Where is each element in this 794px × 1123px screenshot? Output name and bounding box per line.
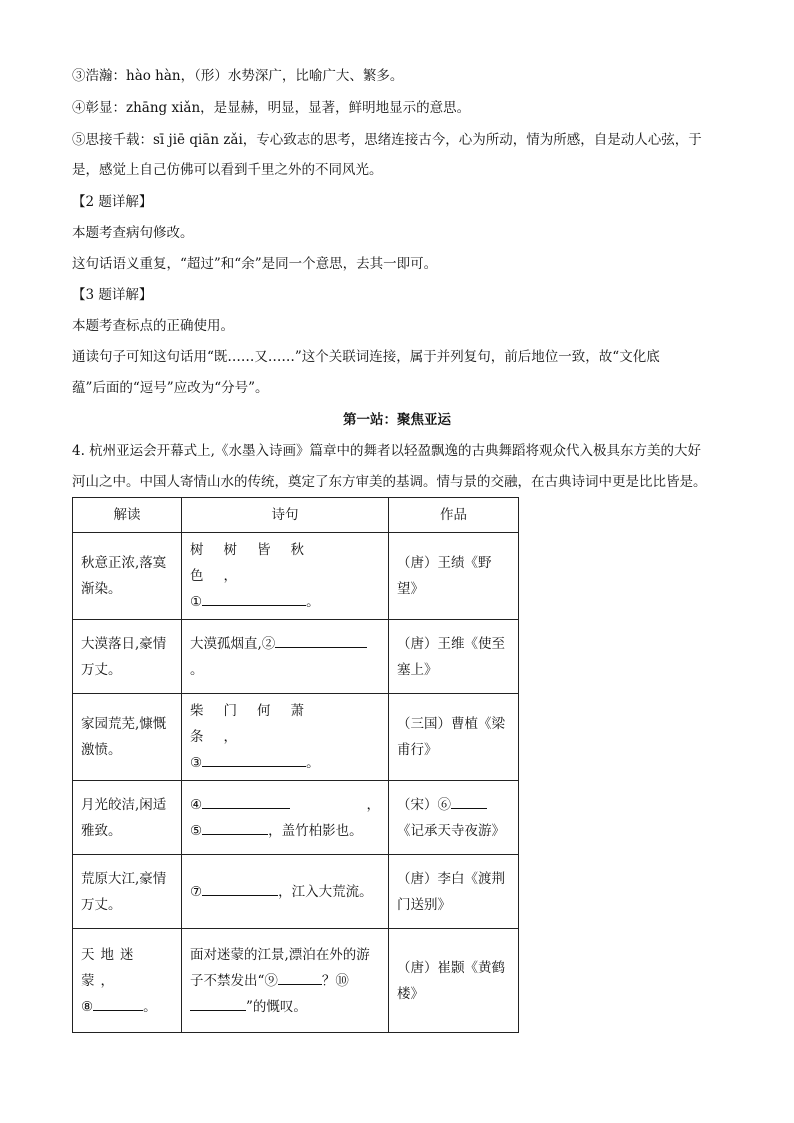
q3-heading: 【3 题详解】 [72,287,153,303]
work-cell: （唐）王维《使至塞上》 [389,620,519,694]
table-row [73,929,519,1033]
interpretation-cell: 月光皎洁,闲适雅致。 [73,781,182,855]
verse-end: 。 [190,661,204,678]
fill-blank[interactable] [202,794,290,809]
blank-marker: ⑦ [190,883,203,900]
interpretation-cell: 秋意正浓,落寞渐染。 [73,533,182,620]
header-work: 作品 [389,498,519,533]
fill-blank[interactable] [451,794,487,809]
interpretation-cell [73,929,182,1033]
fill-blank[interactable] [202,820,268,835]
table-row [73,533,519,620]
blank-marker: ② [261,635,276,652]
verse-text: 树树皆秋色， [190,542,324,584]
note-5-line2: 是，感觉上自己仿佛可以看到千里之外的不同风光。 [72,162,383,178]
fill-blank[interactable] [202,591,306,606]
verse-end: ”的慨叹。 [246,998,307,1015]
verse-end: 。 [306,594,320,610]
blank-marker: ⑩ [335,972,349,989]
work-cell: （唐）王绩《野望》 [389,533,519,620]
table-header-row [73,498,519,533]
fill-blank[interactable] [190,996,246,1011]
q2-paragraph-2: 这句话语义重复，“超过”和“余”是同一个意思，去其一即可。 [72,256,438,272]
verse-cell [182,929,389,1033]
verse-end: ，盖竹柏影也。 [268,822,363,839]
fill-blank[interactable] [202,881,278,896]
verse-text: 面对迷蒙的江景,漂泊在外的游子不禁发出“ [190,946,370,989]
header-interpretation: 解读 [73,498,182,533]
fill-blank[interactable] [275,633,367,648]
blank-marker: ⑥ [437,796,451,813]
interpretation-cell: 家园荒芜,慷慨激愤。 [73,694,182,781]
interpretation-cell: 大漠落日,豪情万丈。 [73,620,182,694]
work-title: 《记承天寺夜游》 [397,822,505,839]
blank-marker: ⑧ [81,998,94,1015]
blank-marker: ⑤ [190,822,203,839]
work-cell: （三国）曹植《梁甫行》 [389,694,519,781]
table-row [73,855,519,929]
q4-line1: 4. 杭州亚运会开幕式上,《水墨入诗画》篇章中的舞者以轻盈飘逸的古典舞蹈将观众代入极具东方美的大好 [72,443,701,459]
blank-marker: ① [190,594,203,610]
work-dynasty: （宋） [397,796,438,813]
note-5-line1: ⑤思接千载：sī jiē qiān zǎi，专心致志的思考，思绪连接古今，心为所动，情为所感，自是动人心弦，于 [72,132,702,148]
section-title: 第一站：聚焦亚运 [343,412,451,428]
q2-paragraph-1: 本题考查病句修改。 [72,225,194,241]
work-cell: （唐）崔颢《黄鹤楼》 [389,929,519,1033]
fill-blank[interactable] [202,752,306,767]
interpretation-cell: 荒原大江,豪情万丈。 [73,855,182,929]
verse-end: 。 [306,755,320,771]
work-cell: （唐）李白《渡荆门送别》 [389,855,519,929]
verse-cell [182,781,389,855]
table-row [73,781,519,855]
fill-blank[interactable] [278,970,322,985]
verse-text: 柴门何萧条， [190,703,324,745]
verse-cell [182,855,389,929]
table-row [73,694,519,781]
header-verse: 诗句 [182,498,389,533]
blank-marker: ③ [190,755,203,771]
q4-line2: 河山之中。中国人寄情山水的传统，奠定了东方审美的基调。情与景的交融，在古典诗词中更是比比皆是。 [72,474,707,490]
interpretation-text: 天地迷蒙， [81,946,140,989]
verse-separator: ， [366,796,380,813]
verse-cell [182,620,389,694]
work-cell [389,781,519,855]
verse-cell [182,533,389,620]
interpretation-end: 。 [143,998,157,1015]
poem-table [72,497,519,1033]
question-mark: ？ [321,972,336,989]
q3-paragraph-2-line2: 蕴”后面的“逗号”应改为“分号”。 [72,380,269,396]
verse-text: 大漠孤烟直, [190,635,262,652]
verse-end: ，江入大荒流。 [278,883,373,900]
blank-marker: ④ [190,796,203,813]
table-row [73,620,519,694]
blank-marker: ⑨ [264,972,278,989]
q2-heading: 【2 题详解】 [72,194,153,210]
note-3: ③浩瀚：hào hàn，（形）水势深广，比喻广大、繁多。 [72,68,404,84]
fill-blank[interactable] [93,996,143,1011]
q3-paragraph-2-line1: 通读句子可知这句话用“既……又……”这个关联词连接，属于并列复句，前后地位一致，故“文化底 [72,349,660,365]
q3-paragraph-1: 本题考查标点的正确使用。 [72,318,234,334]
verse-cell [182,694,389,781]
note-4: ④彰显：zhāng xiǎn，是显赫，明显，显著，鲜明地显示的意思。 [72,100,471,116]
